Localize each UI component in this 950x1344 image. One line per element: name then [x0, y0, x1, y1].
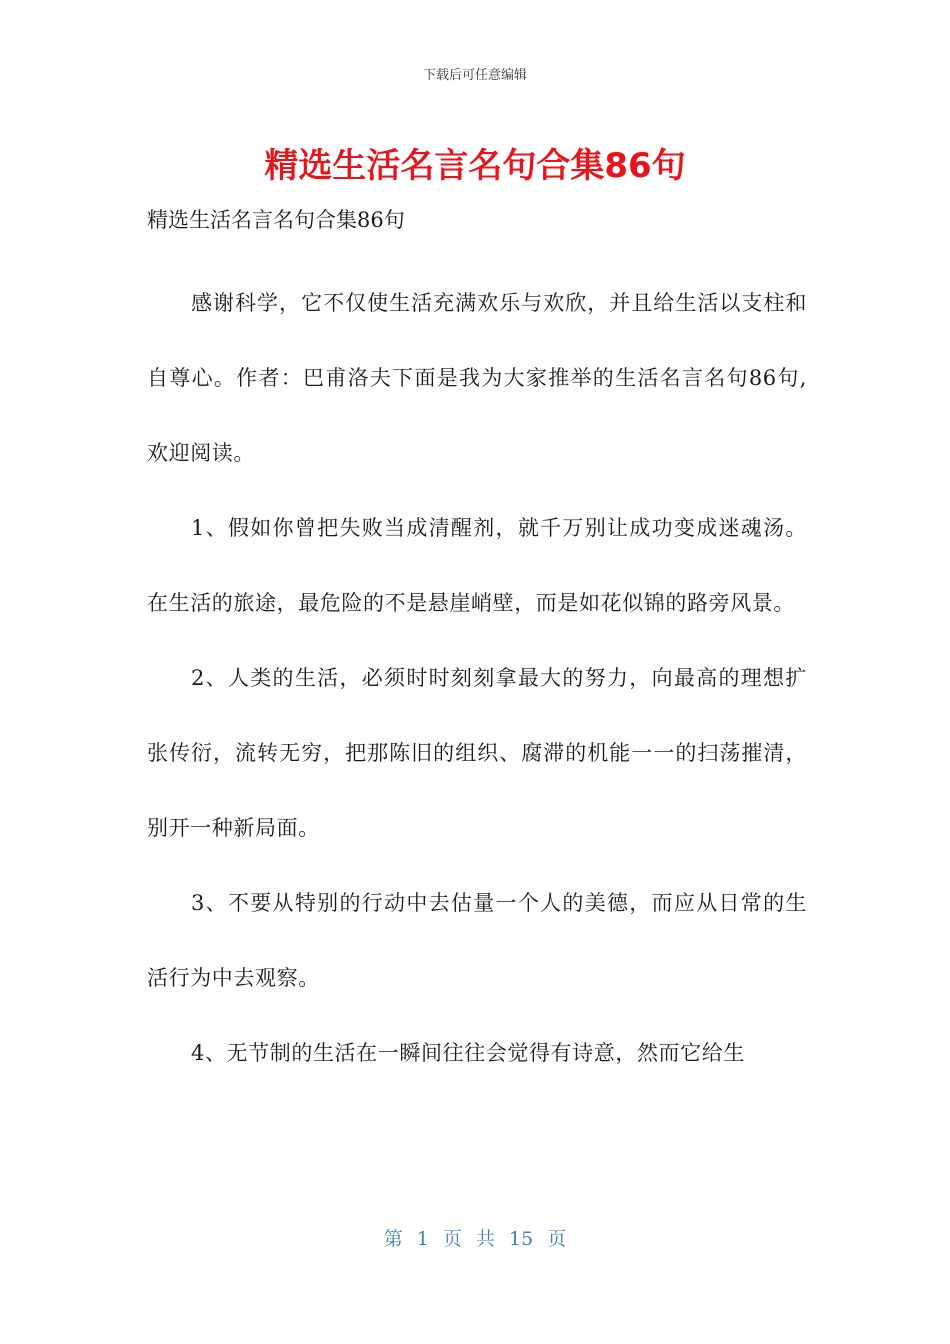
page-indicator: 第 1 页 共 15 页: [383, 1228, 567, 1250]
document-subtitle: 精选生活名言名句合集86句: [147, 208, 405, 232]
paragraph-quote-4: 4、无节制的生活在一瞬间往往会觉得有诗意，然而它给生: [191, 1041, 745, 1065]
paragraph-quote-2: 2、人类的生活，必须时时刻刻拿最大的努力，向最高的理想扩张传衍，流转无穷，把那陈旧的组织、腐滞的机能一一的扫荡摧清，别开一种新局面。: [147, 666, 807, 840]
paragraph-quote-1: 1、假如你曾把失败当成清醒剂，就千万别让成功变成迷魂汤。在生活的旅途，最危险的不是悬崖峭壁，而是如花似锦的路旁风景。: [147, 516, 807, 615]
document-body: [147, 266, 807, 1091]
paragraph-quote-3: 3、不要从特别的行动中去估量一个人的美德，而应从日常的生活行为中去观察。: [147, 891, 807, 990]
paragraph-intro: 感谢科学，它不仅使生活充满欢乐与欢欣，并且给生活以支柱和自尊心。作者：巴甫洛夫下面是我为大家推举的生活名言名句86句,欢迎阅读。: [147, 291, 807, 465]
header-note: 下载后可任意编辑: [422, 68, 527, 83]
document-title: 精选生活名言名句合集86句: [264, 146, 686, 186]
